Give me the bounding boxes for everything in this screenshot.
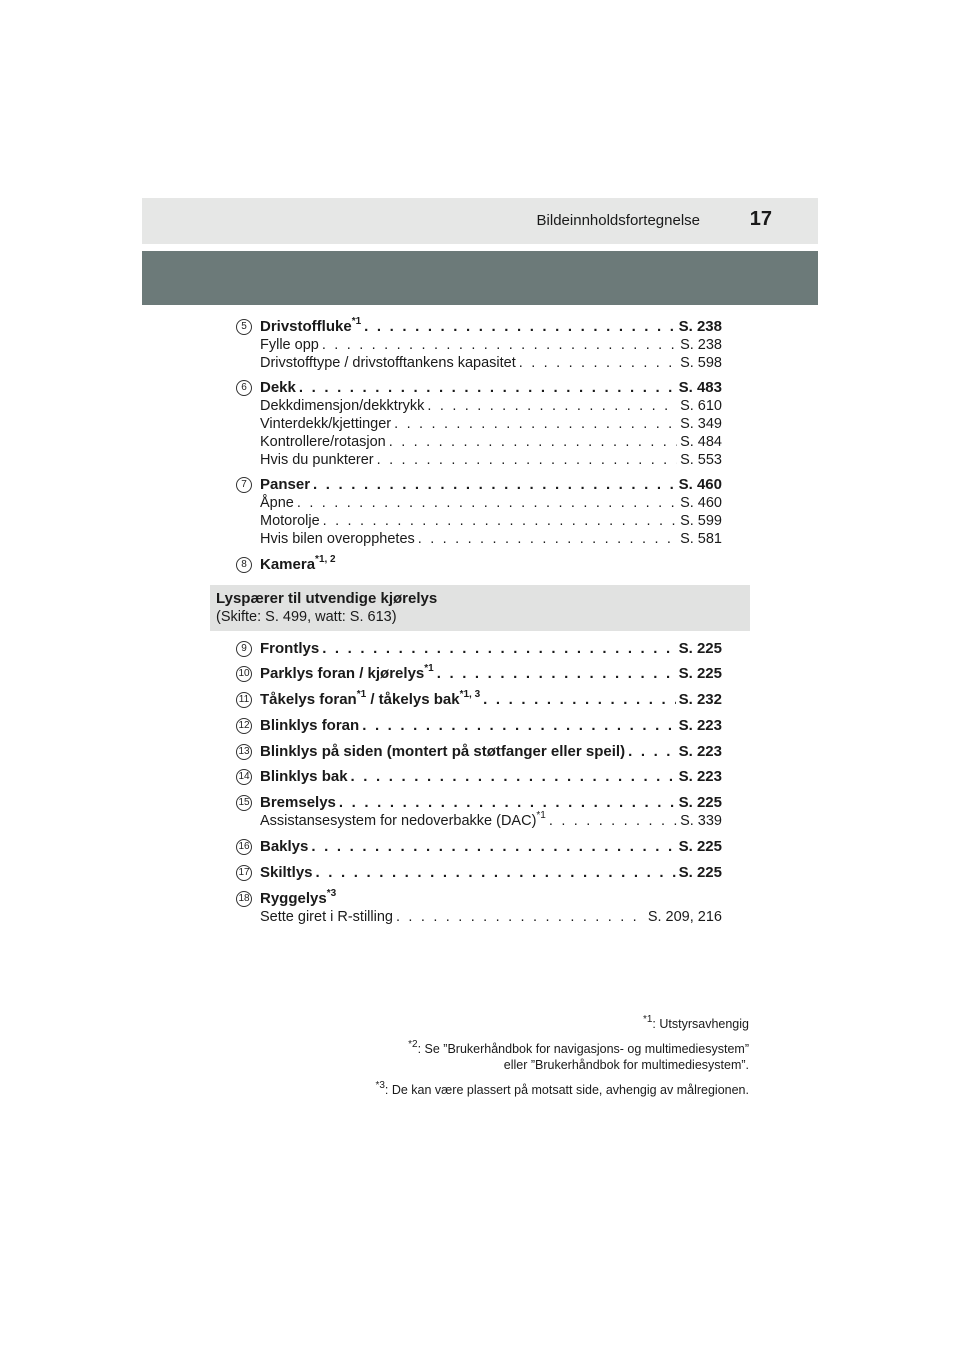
- item-number-badge: 12: [236, 718, 252, 734]
- item-number-badge: 15: [236, 795, 252, 811]
- footnote-3: [375, 1079, 749, 1098]
- item-number-badge: 10: [236, 666, 252, 682]
- info-box-exterior-bulbs: [210, 585, 750, 631]
- dot-leader: [418, 530, 677, 548]
- page-ref: S. 209, 216: [647, 909, 722, 925]
- page-ref: S. 610: [680, 398, 722, 414]
- page-ref: S. 238: [680, 337, 722, 353]
- toc-entry-brake-lights: [238, 794, 722, 830]
- page-ref: S. 225: [678, 838, 722, 855]
- footnote-ref: *1: [351, 316, 362, 327]
- entry-label: Assistansesystem for nedoverbakke (DAC): [260, 813, 537, 829]
- page-ref: S. 225: [678, 640, 722, 657]
- toc-line[interactable]: [260, 691, 722, 709]
- toc-entry-license-plate-lights: [238, 864, 722, 882]
- page-ref: S. 339: [680, 813, 722, 829]
- entry-label: Hvis bilen overopphetes: [260, 531, 415, 547]
- toc-line[interactable]: [260, 665, 722, 683]
- footnote-ref: *1, 3: [459, 689, 481, 700]
- entry-label: Drivstoffluke: [260, 318, 352, 335]
- toc-entry-rear-turn-signals: [238, 768, 722, 786]
- toc-subline[interactable]: [260, 433, 722, 451]
- page-ref: S. 238: [678, 318, 722, 335]
- toc-entry-fog-lights: [238, 689, 722, 709]
- entry-label: Parklys foran / kjørelys: [260, 665, 425, 682]
- footnote-text: : De kan være plassert på motsatt side, avhengig av målregionen.: [384, 1083, 749, 1097]
- page-ref: S. 484: [680, 434, 722, 450]
- toc-entry-camera: [241, 554, 722, 574]
- entry-label: Bremselys: [260, 794, 336, 811]
- entry-label: Drivstofftype / drivstofftankens kapasitet: [260, 355, 516, 371]
- footnote-ref: *1: [536, 810, 546, 822]
- page-ref: S. 460: [678, 476, 722, 493]
- dot-leader: [351, 768, 676, 786]
- dot-leader: [519, 354, 677, 372]
- entry-label: Åpne: [260, 495, 294, 511]
- dot-leader: [339, 794, 676, 812]
- item-number-badge: 6: [236, 380, 252, 396]
- dot-leader: [323, 512, 677, 530]
- toc-line[interactable]: [260, 768, 722, 786]
- item-number-badge: 14: [236, 769, 252, 785]
- entry-label: Kamera: [260, 556, 316, 573]
- dot-leader: [322, 336, 677, 354]
- page-ref: S. 225: [678, 864, 722, 881]
- toc-subline[interactable]: [260, 354, 722, 372]
- title-band: [142, 251, 818, 305]
- toc-line[interactable]: [260, 890, 722, 908]
- footnote-mark: *2: [408, 1038, 418, 1050]
- item-number-badge: 16: [236, 839, 252, 855]
- entry-label: Baklys: [260, 838, 309, 855]
- toc-subline[interactable]: [260, 530, 722, 548]
- toc-line[interactable]: [260, 838, 722, 856]
- toc-subline[interactable]: [260, 812, 722, 830]
- entry-label-rear: / tåkelys bak: [366, 691, 460, 708]
- footnote-mark: *1: [642, 1013, 653, 1025]
- entry-label: Fylle opp: [260, 337, 319, 353]
- item-number-badge: 8: [236, 557, 252, 573]
- entry-label: Panser: [260, 476, 311, 493]
- toc-line[interactable]: [260, 864, 722, 882]
- dot-leader: [362, 717, 675, 735]
- item-number-badge: 17: [236, 865, 252, 881]
- dot-leader: [437, 665, 676, 683]
- entry-label: Skiltlys: [260, 864, 313, 881]
- toc-subline[interactable]: [260, 512, 722, 530]
- entry-label: Motorolje: [260, 513, 320, 529]
- toc-entry-side-turn-signals: [238, 743, 722, 761]
- toc-entry-tail-lights: [238, 838, 722, 856]
- entry-label: Blinklys bak: [260, 768, 348, 785]
- toc-entry-reverse-lights: [238, 888, 722, 926]
- entry-label: Vinterdekk/kjettinger: [260, 416, 392, 432]
- toc-line[interactable]: [260, 318, 722, 336]
- dot-leader: [377, 451, 677, 469]
- entry-label: Blinklys foran: [260, 717, 360, 734]
- page-ref: S. 223: [678, 743, 722, 760]
- entry-label: Tåkelys foran: [260, 691, 357, 708]
- item-number-badge: 5: [236, 319, 252, 335]
- toc-entry-parking-lights: [238, 663, 722, 683]
- page-ref: S. 553: [680, 452, 722, 468]
- toc-line[interactable]: [260, 640, 722, 658]
- toc-line[interactable]: [260, 794, 722, 812]
- toc-subline[interactable]: [260, 397, 722, 415]
- footnote-ref: *3: [326, 888, 337, 899]
- info-box-subtitle: (Skifte: S. 499, watt: S. 613): [216, 609, 397, 625]
- toc-subline[interactable]: [260, 494, 722, 512]
- footnote-text-continued: eller ”Brukerhåndbok for multimediesystem”.: [503, 1058, 749, 1072]
- dot-leader: [364, 318, 675, 336]
- page-ref: S. 581: [680, 531, 722, 547]
- page-number: 17: [749, 208, 772, 230]
- toc-line[interactable]: [260, 743, 722, 761]
- item-number-badge: 13: [236, 744, 252, 760]
- entry-label: Blinklys på siden (montert på støtfanger eller speil): [260, 743, 626, 760]
- footnote-ref: *1: [356, 689, 367, 700]
- toc-line[interactable]: [260, 379, 722, 397]
- page-ref: S. 225: [678, 665, 722, 682]
- dot-leader: [396, 908, 645, 926]
- entry-label: Sette giret i R-stilling: [260, 909, 393, 925]
- page-ref: S. 460: [680, 495, 722, 511]
- item-number-badge: 18: [236, 891, 252, 907]
- footnote-2: [408, 1038, 749, 1073]
- toc-subline[interactable]: [260, 908, 722, 926]
- footnote-text: : Utstyrsavhengig: [652, 1017, 749, 1031]
- page-ref: S. 225: [678, 794, 722, 811]
- toc-subline[interactable]: [260, 451, 722, 469]
- dot-leader: [427, 397, 677, 415]
- dot-leader: [322, 640, 675, 658]
- footnote-ref: *1: [424, 663, 434, 674]
- dot-leader: [316, 864, 676, 882]
- page-ref: S. 598: [680, 355, 722, 371]
- page-ref: S. 232: [678, 691, 722, 708]
- toc-entry-front-turn-signals: [238, 717, 722, 735]
- dot-leader: [389, 433, 677, 451]
- dot-leader: [549, 812, 677, 830]
- item-number-badge: 11: [236, 692, 252, 708]
- page-header: [142, 198, 818, 244]
- dot-leader: [628, 743, 676, 761]
- page-ref: S. 599: [680, 513, 722, 529]
- entry-label: Frontlys: [260, 640, 320, 657]
- dot-leader: [299, 379, 676, 397]
- page-ref: S. 223: [678, 717, 722, 734]
- footnote-text: : Se ”Brukerhåndbok for navigasjons- og multimediesystem”: [417, 1042, 749, 1056]
- toc-subline[interactable]: [260, 415, 722, 433]
- item-number-badge: 9: [236, 641, 252, 657]
- dot-leader: [297, 494, 677, 512]
- toc-entry-hood: [241, 476, 722, 548]
- toc-entry-tires: [241, 379, 722, 469]
- toc-subline[interactable]: [260, 336, 722, 354]
- entry-label: Dekk: [260, 379, 296, 396]
- toc-entry-fuel-door: [241, 316, 722, 372]
- page-ref: S. 483: [678, 379, 722, 396]
- toc-line[interactable]: [260, 556, 722, 574]
- dot-leader: [394, 415, 677, 433]
- footnote-1: [642, 1013, 749, 1032]
- toc-line[interactable]: [260, 476, 722, 494]
- entry-label: Dekkdimensjon/dekktrykk: [260, 398, 425, 414]
- dot-leader: [483, 691, 675, 709]
- entry-label: Ryggelys: [260, 890, 327, 907]
- dot-leader: [313, 476, 676, 494]
- page-ref: S. 223: [678, 768, 722, 785]
- entry-label: Kontrollere/rotasjon: [260, 434, 386, 450]
- section-title: Bildeinnholdsfortegnelse: [536, 212, 700, 229]
- footnote-mark: *3: [375, 1079, 385, 1091]
- dot-leader: [311, 838, 675, 856]
- toc-entry-headlights: [241, 640, 722, 658]
- info-box-title: Lyspærer til utvendige kjørelys: [216, 590, 438, 607]
- footnote-ref: *1, 2: [315, 554, 336, 565]
- page-ref: S. 349: [680, 416, 722, 432]
- item-number-badge: 7: [236, 477, 252, 493]
- entry-label: Hvis du punkterer: [260, 452, 374, 468]
- toc-line[interactable]: [260, 717, 722, 735]
